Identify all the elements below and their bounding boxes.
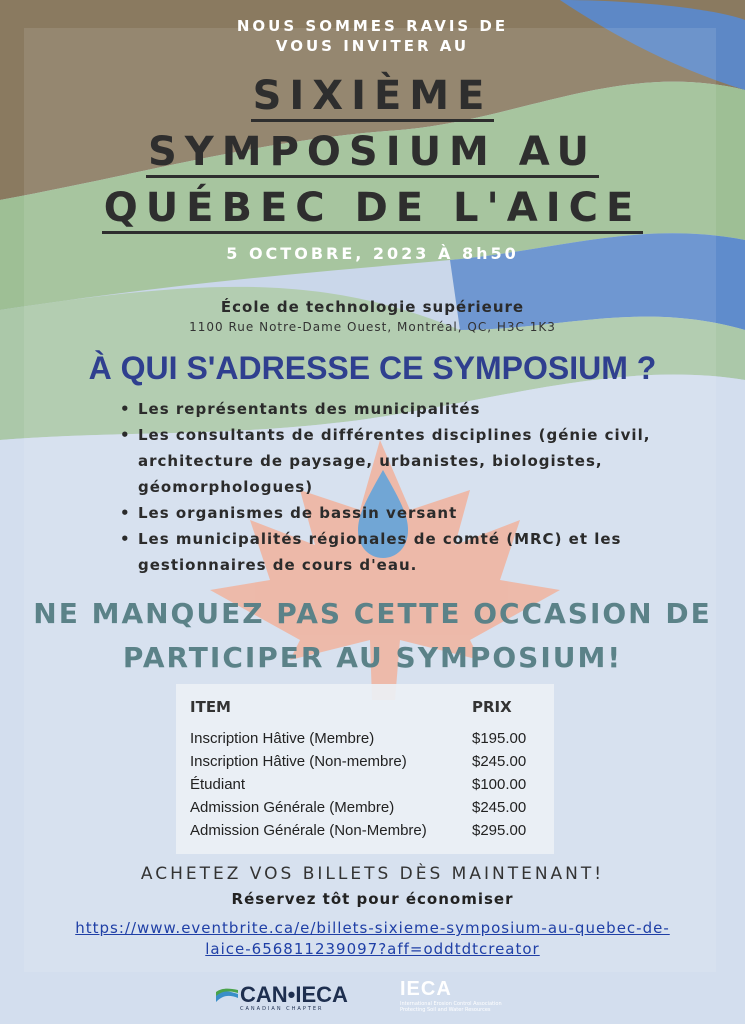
audience-list [120, 396, 680, 578]
price-item-label: Admission Générale (Non-Membre) [190, 822, 427, 839]
eventbrite-link[interactable] [40, 918, 705, 960]
buy-tickets-text: ACHETEZ VOS BILLETS DÈS MAINTENANT! [140, 864, 605, 884]
list-item: • Les municipalités régionales de comté (MRC) et les gestionnaires de cours d'eau. [120, 526, 680, 578]
title-line-3 [0, 184, 745, 232]
ieca-logo [400, 978, 524, 1018]
price-item-label: Inscription Hâtive (Non-membre) [190, 753, 407, 770]
price-value: $100.00 [472, 776, 527, 793]
table-row [176, 753, 554, 776]
intro-line-2: VOUS INVITER AU [275, 37, 470, 55]
table-row [176, 776, 554, 799]
price-header-item: ITEM [190, 698, 231, 716]
reserve-early-text: Réservez tôt pour économiser [231, 890, 514, 908]
cta-line-1: NE MANQUEZ PAS CETTE OCCASION DE [33, 597, 712, 630]
price-value: $245.00 [472, 753, 527, 770]
price-table [176, 684, 554, 854]
can-ieca-subtitle: CANADIAN CHAPTER [240, 1006, 324, 1012]
venue-address: 1100 Rue Notre-Dame Ouest, Montréal, QC, H3C 1K3 [189, 320, 556, 334]
price-item-label: Admission Générale (Membre) [190, 799, 395, 816]
price-item-label: Étudiant [190, 776, 246, 793]
title-line-2-text: SYMPOSIUM AU [146, 129, 599, 178]
list-item: • Les consultants de différentes disciplines (génie civil, architecture de paysage, urbanistes, biologistes, géomorphologues) [120, 422, 680, 500]
can-ieca-wordmark: CAN•IECA [240, 982, 348, 1007]
ieca-subtitle-2: Protecting Soil and Water Resources [400, 1007, 491, 1013]
eventbrite-link-line-1[interactable]: https://www.eventbrite.ca/e/billets-sixieme-symposium-au-quebec-de- [75, 919, 670, 937]
can-ieca-logo [216, 982, 356, 1014]
table-row [176, 799, 554, 822]
intro-line-1: NOUS SOMMES RAVIS DE [236, 17, 509, 35]
ieca-subtitle-1: International Erosion Control Association [400, 1001, 502, 1007]
price-value: $295.00 [472, 822, 527, 839]
table-row [176, 822, 554, 845]
price-header-price: PRIX [472, 698, 512, 716]
title-line-3-text: QUÉBEC DE L'AICE [102, 185, 644, 234]
audience-heading: À QUI S'ADRESSE CE SYMPOSIUM ? [88, 350, 657, 386]
title-line-2 [0, 128, 745, 176]
price-item-label: Inscription Hâtive (Membre) [190, 730, 375, 747]
venue-name: École de technologie supérieure [220, 298, 525, 316]
title-line-1 [0, 72, 745, 120]
ieca-wordmark: IECA [400, 978, 452, 1000]
eventbrite-link-line-2[interactable]: laice-656811239097?aff=oddtdtcreator [205, 940, 540, 958]
price-value: $195.00 [472, 730, 527, 747]
event-date: 5 OCTOBRE, 2023 À 8h50 [226, 244, 519, 263]
wave-icon [216, 988, 238, 1004]
table-row [176, 730, 554, 753]
price-value: $245.00 [472, 799, 527, 816]
list-item: • Les organismes de bassin versant [120, 500, 680, 526]
title-line-1-text: SIXIÈME [251, 73, 495, 122]
cta-line-2: PARTICIPER AU SYMPOSIUM! [122, 641, 623, 674]
intro-text [0, 16, 745, 56]
list-item: • Les représentants des municipalités [120, 396, 680, 422]
